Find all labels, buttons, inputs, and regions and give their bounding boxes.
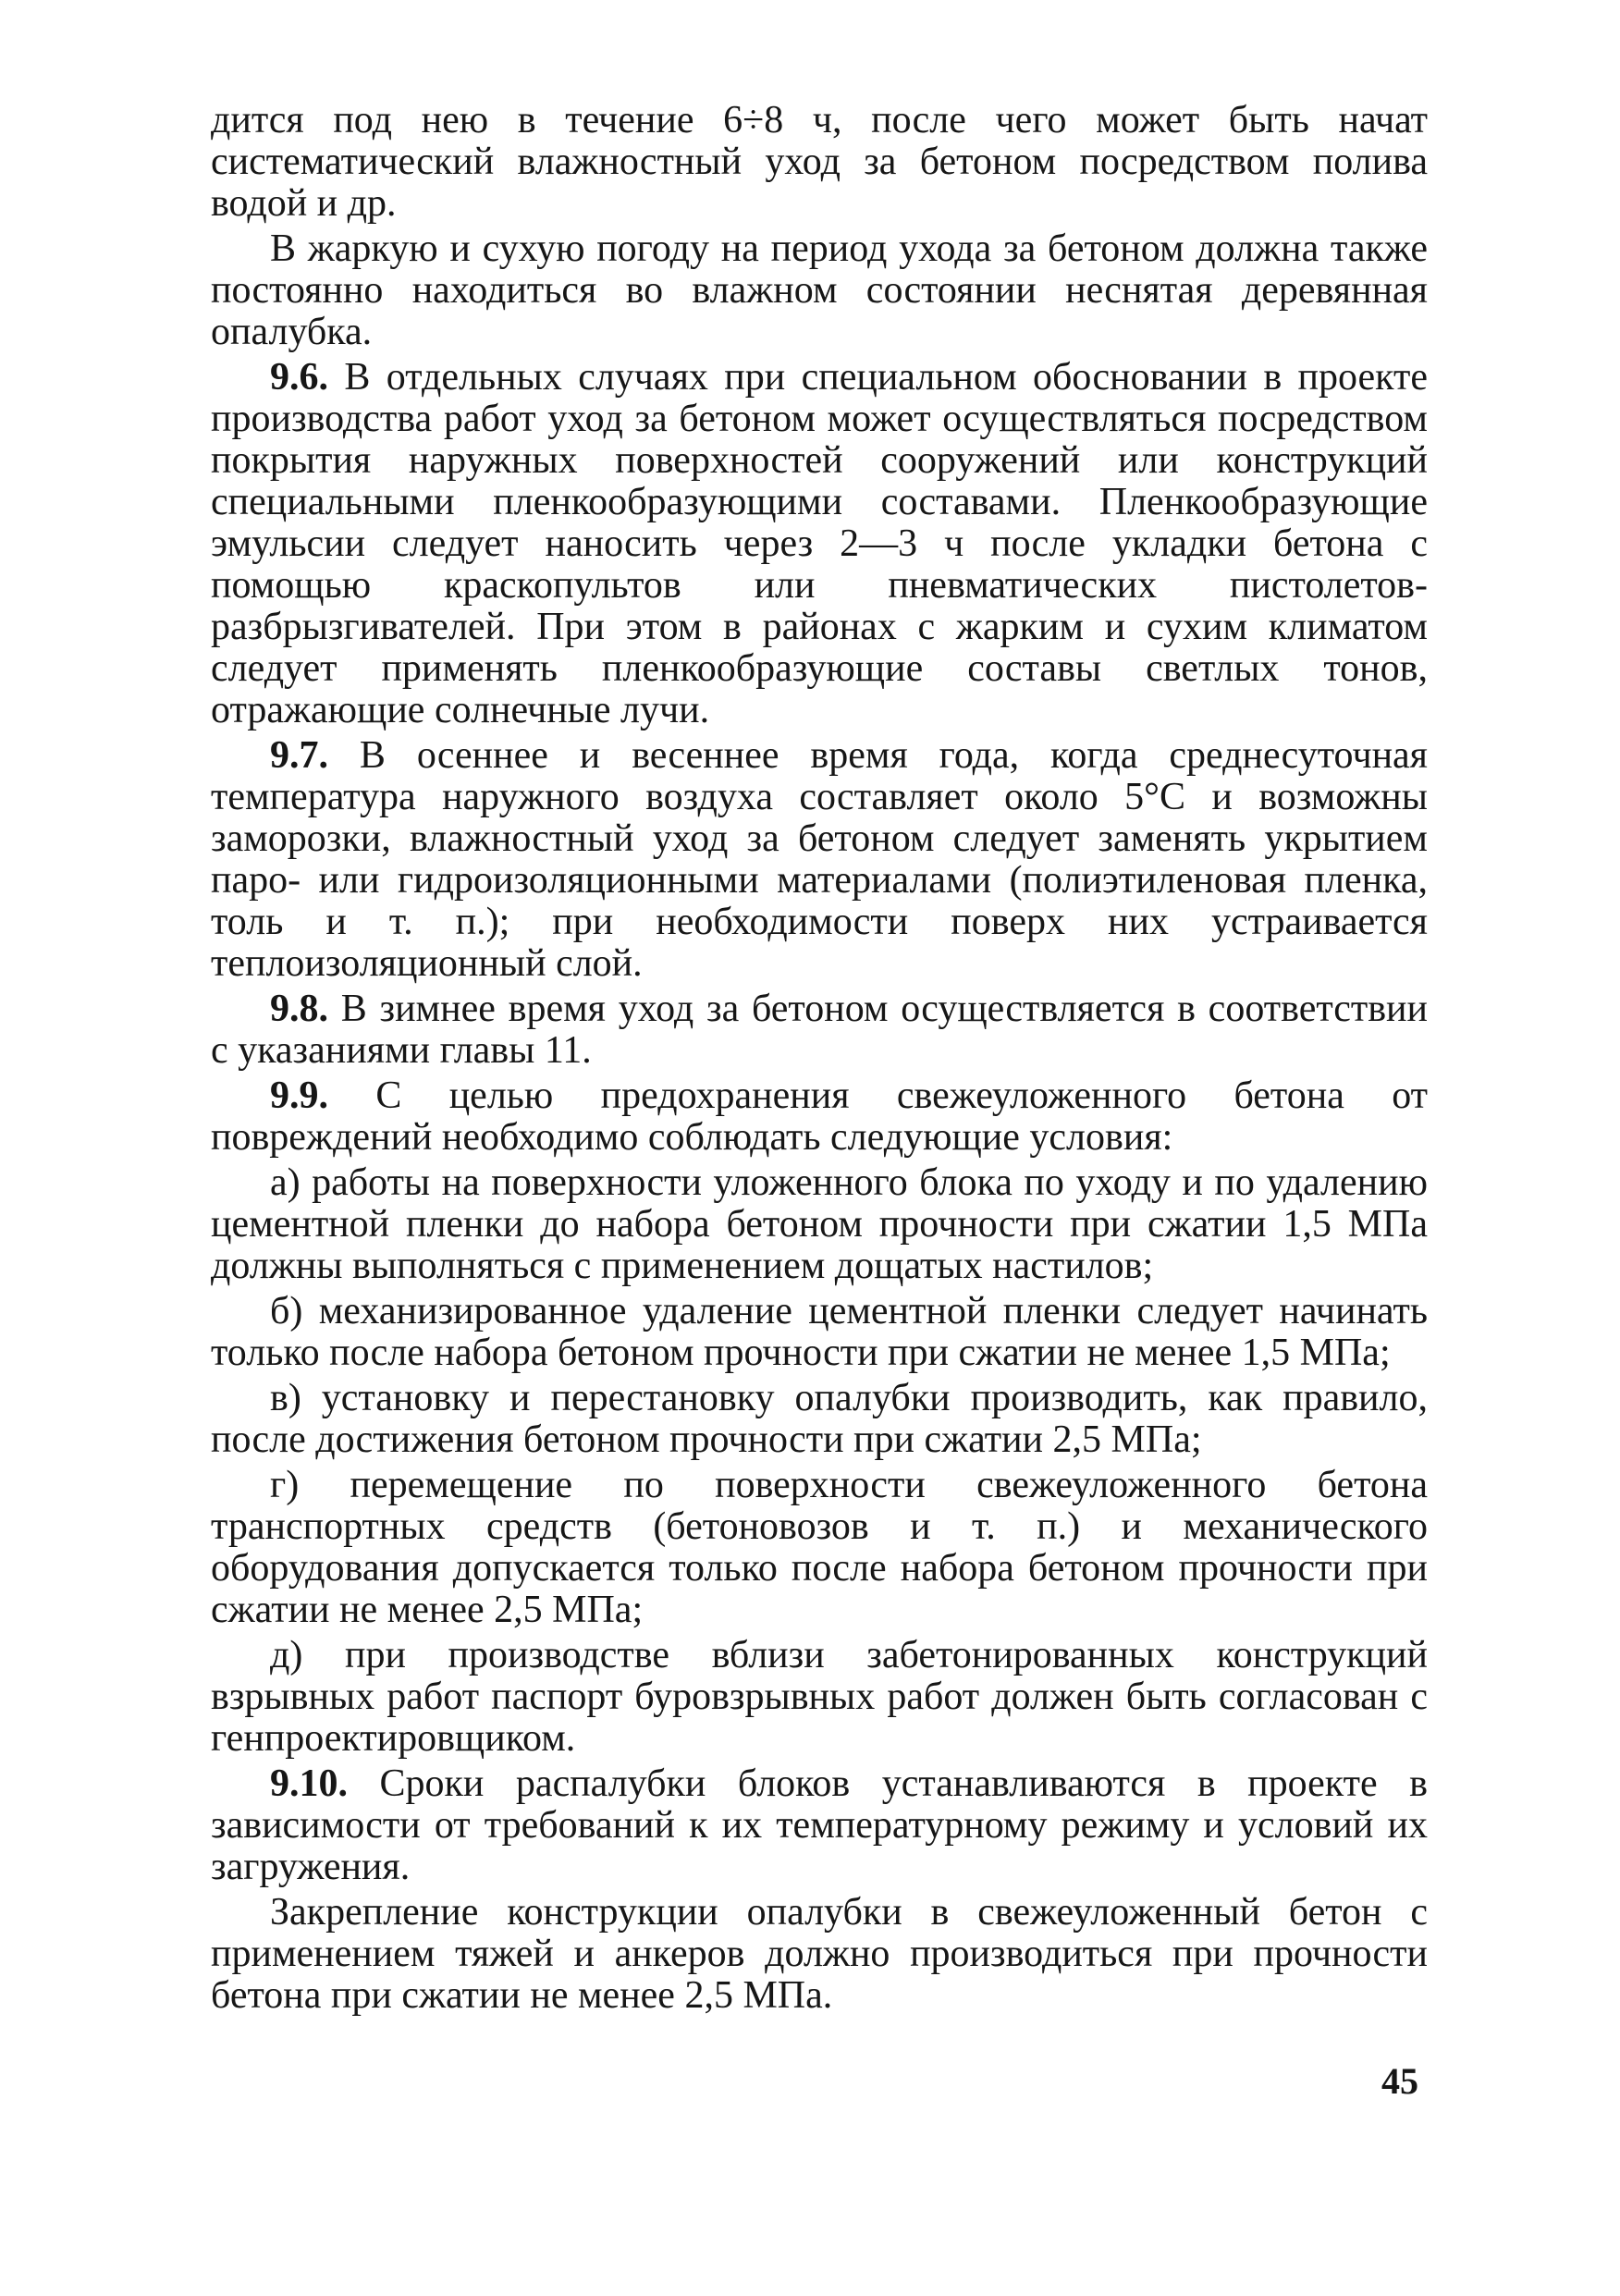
section-number: 9.10. bbox=[270, 1762, 348, 1805]
section-9-6 bbox=[211, 357, 1428, 731]
page-body bbox=[211, 100, 1428, 2017]
list-item-d bbox=[211, 1635, 1428, 1760]
section-number: 9.8. bbox=[270, 988, 328, 1030]
section-9-10 bbox=[211, 1763, 1428, 1888]
paragraph-text: дится под нею в течение 6÷8 ч, после чего может быть начат систематический влажностный уход за бетоном посредством полива водой и др. bbox=[211, 99, 1428, 225]
page-number: 45 bbox=[1381, 2060, 1418, 2102]
list-item-b bbox=[211, 1291, 1428, 1374]
paragraph-text: В отдельных случаях при специальном обосновании в проекте производства работ уход за бетоном может осуществляться посредством покрытия наружных поверхностей сооружений или конструкций специальными пленкообразующими составами. Пленкообразующие эмульсии следует наносить через 2—3 ч после укладки бетона с помощью краскопультов или пневматических пистолетов-разбрызгивателей. При этом в районах с жарким и сухим климатом следует применять пленкообразующие составы светлых тонов, отражающие солнечные лучи. bbox=[211, 356, 1428, 731]
section-number: 9.9. bbox=[270, 1074, 328, 1117]
paragraph-text: В зимнее время уход за бетоном осуществляется в соответствии с указаниями главы 11. bbox=[211, 988, 1429, 1072]
paragraph-text: г) перемещение по поверхности свежеуложенного бетона транспортных средств (бетоновозов и т. п.) и механического оборудования допускается только после набора бетоном прочности при сжатии не менее 2,5 МПа; bbox=[211, 1464, 1428, 1631]
paragraph-text: В жаркую и сухую погоду на период ухода за бетоном должна также постоянно находиться во влажном состоянии неснятая деревянная опалубка. bbox=[211, 227, 1428, 353]
section-number: 9.7. bbox=[270, 734, 328, 777]
list-item-v bbox=[211, 1378, 1428, 1461]
paragraph-text: б) механизированное удаление цементной пленки следует начинать только после набора бетоном прочности при сжатии не менее 1,5 МПа; bbox=[211, 1290, 1428, 1374]
section-9-7 bbox=[211, 735, 1428, 985]
paragraph-text: Закрепление конструкции опалубки в свежеуложенный бетон с применением тяжей и анкеров должно производиться при прочности бетона при сжатии не менее 2,5 МПа. bbox=[211, 1891, 1428, 2017]
paragraph-text: а) работы на поверхности уложенного блока по уходу и по удалению цементной пленки до набора бетоном прочности при сжатии 1,5 МПа должны выполняться с применением дощатых настилов; bbox=[211, 1161, 1428, 1287]
paragraph-text: В осеннее и весеннее время года, когда среднесуточная температура наружного воздуха составляет около 5°С и возможны заморозки, влажностный уход за бетоном следует заменять укрытием паро- или гидроизоляционными материалами (полиэтиленовая пленка, толь и т. п.); при необходимости поверх них устраивается теплоизоляционный слой. bbox=[211, 734, 1429, 985]
paragraph-continuation bbox=[211, 100, 1428, 225]
list-item-g bbox=[211, 1465, 1428, 1631]
section-9-8 bbox=[211, 988, 1428, 1072]
list-item-a bbox=[211, 1162, 1428, 1287]
paragraph-text: Сроки распалубки блоков устанавливаются в проекте в зависимости от требований к их температурному режиму и условий их загружения. bbox=[211, 1762, 1428, 1888]
paragraph-text: д) при производстве вблизи забетонированных конструкций взрывных работ паспорт буровзрывных работ должен быть согласован с генпроектировщиком. bbox=[211, 1634, 1428, 1760]
paragraph-text: в) установку и перестановку опалубки производить, как правило, после достижения бетоном прочности при сжатии 2,5 МПа; bbox=[211, 1377, 1428, 1461]
paragraph-hot-weather bbox=[211, 228, 1428, 353]
section-9-9 bbox=[211, 1075, 1428, 1159]
paragraph-formwork-anchoring bbox=[211, 1892, 1428, 2017]
paragraph-text: С целью предохранения свежеуложенного бетона от повреждений необходимо соблюдать следующие условия: bbox=[211, 1074, 1428, 1159]
section-number: 9.6. bbox=[270, 356, 328, 399]
